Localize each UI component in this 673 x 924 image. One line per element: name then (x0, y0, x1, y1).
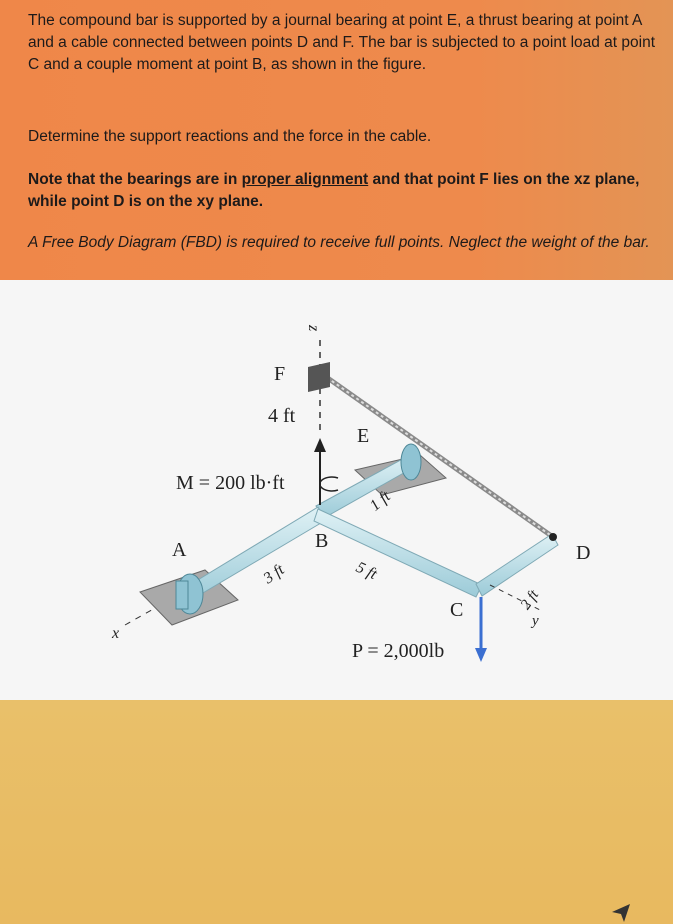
label-dim-bc: 5 ft (353, 558, 380, 584)
bar-segment-bc (314, 509, 482, 597)
label-c: C (450, 599, 464, 621)
moment-curl-icon (320, 477, 338, 491)
label-y: y (532, 613, 539, 629)
label-moment: M = 200 lb·ft (176, 472, 285, 494)
label-a: A (172, 539, 187, 561)
note-suffix: and that point F lies on the xz plane, while point D is on the xy plane. (28, 171, 640, 210)
label-z: z (305, 325, 322, 332)
journal-bearing-e (401, 444, 421, 480)
point-f-anchor (308, 362, 330, 392)
bar-segment-cd (476, 534, 558, 596)
label-dim-ab: 3 ft (260, 561, 288, 588)
label-x: x (112, 625, 120, 642)
problem-task: Determine the support reactions and the force in the cable. (28, 128, 432, 145)
problem-description: The compound bar is supported by a journal bearing at point E, a thrust bearing at point A and a cable connected between points D and F. The bar is subjected to a point load at point C and a couple moment at point B, as shown in the figure. (28, 12, 656, 73)
mouse-cursor-icon (610, 902, 632, 924)
problem-fbd-requirement: A Free Body Diagram (FBD) is required to receive full points. Neglect the weight of the bar. (28, 234, 650, 251)
compound-bar-diagram (0, 280, 673, 700)
label-e: E (357, 425, 370, 447)
label-dim-cd: 2 ft (517, 587, 543, 613)
load-p-arrowhead (475, 648, 487, 662)
point-d-marker (549, 533, 557, 541)
label-load: P = 2,000lb (352, 640, 445, 662)
label-f: F (274, 363, 286, 385)
label-dim-be: 1 ft (366, 488, 394, 515)
figure-panel (0, 280, 673, 700)
note-emphasis: proper alignment (241, 171, 369, 188)
note-prefix: Note that the bearings are in (28, 171, 242, 188)
label-dim-fz: 4 ft (268, 405, 296, 427)
problem-note (28, 169, 658, 213)
moment-arrowhead (314, 438, 326, 452)
label-b: B (315, 530, 329, 552)
problem-header (0, 0, 673, 280)
thrust-bearing-a-block (176, 581, 188, 609)
label-d: D (576, 542, 591, 564)
